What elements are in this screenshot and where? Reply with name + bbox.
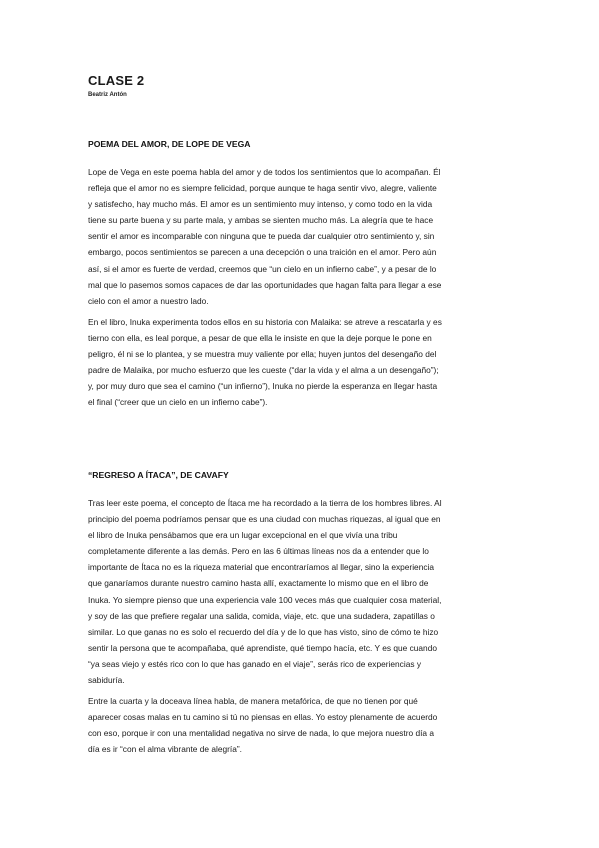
section-heading-cavafy: “REGRESO A ÍTACA”, DE CAVAFY	[88, 470, 229, 480]
text-line: completamente diferente a las demás. Pero en las 6 últimas líneas nos da a entender que lo	[88, 546, 429, 557]
document-author: Beatriz Antón	[88, 92, 127, 98]
paragraph-cavafy-2	[88, 693, 516, 757]
text-line: Tras leer este poema, el concepto de Ítaca me ha recordado a la tierra de los hombres libres. Al	[88, 498, 442, 508]
text-line: tierno con ella, es leal porque, a pesar de que ella le insiste en que la deje porque le pone en	[88, 333, 432, 344]
text-line: “ya seas viejo y estés rico con lo que has ganado en el viaje”, serás rico de experiencias y	[88, 658, 422, 669]
text-line: y soy de las que prefiere regalar una salida, comida, viaje, etc. que una sudadera, zapatillas o	[88, 610, 435, 621]
text-line: tiene su parte buena y su parte mala, y ambas se sienten mucho más. La alegría que te hace	[88, 215, 434, 226]
text-line: principio del poema podríamos pensar que es una ciudad con muchas riquezas, al igual que en	[88, 514, 441, 525]
text-line: similar. Lo que ganas no es solo el recuerdo del día y de lo que has visto, sino de cómo te hizo	[88, 626, 439, 637]
text-line: Inuka. Yo siempre pienso que una experiencia vale 100 veces más que cualquier cosa material,	[88, 594, 442, 605]
section-heading-lope: POEMA DEL AMOR, DE LOPE DE VEGA	[88, 139, 251, 149]
text-line: sentir el amor es incomparable con ninguna que te pueda dar cualquier otro sentimiento y, sin	[88, 231, 435, 242]
text-line: y, por muy duro que sea el camino (“un infierno”), Inuka no pierde la esperanza en llegar hasta	[88, 381, 438, 392]
text-line: así, si el amor es fuerte de verdad, creemos que “un cielo en un infierno cabe”, y a pesar de lo	[88, 263, 437, 274]
text-line: con eso, porque ir con una mentalidad negativa no sirve de nada, lo que mejora nuestro día a	[88, 728, 435, 739]
text-line: importante de Ítaca no es la riqueza material que encontraríamos al llegar, sino la experiencia	[88, 562, 434, 573]
text-line: el final (“creer que un cielo en un infierno cabe”).	[88, 397, 268, 408]
text-line: y satisfecho, hay mucho más. El amor es un sentimiento muy intenso, y como todo en la vida	[88, 199, 433, 210]
text-line: peligro, él ni se lo plantea, y se muestra muy valiente por ella; huyen juntos del desengaño del	[88, 349, 437, 360]
text-line: mal que lo pasemos somos capaces de dar las oportunidades que hagan falta para llegar a ese	[88, 279, 442, 290]
text-line: Entre la cuarta y la doceava línea habla, de manera metafórica, de que no tienen por qué	[88, 696, 418, 706]
text-line: refleja que el amor no es siempre felicidad, porque aunque te haga sentir vivo, alegre, valiente	[88, 183, 437, 194]
text-line: En el libro, Inuka experimenta todos ellos en su historia con Malaika: se atreve a rescatarla y es	[88, 317, 442, 327]
text-line: sentir la persona que te acompañaba, qué aprendiste, qué tiempo hacía, etc. Y es que cuando	[88, 642, 437, 653]
text-line: día es ir “con el alma vibrante de alegría”.	[88, 744, 242, 755]
text-line: sabiduría.	[88, 675, 125, 686]
text-line: padre de Malaika, por mucho esfuerzo que les cueste (“dar la vida y el alma a un desengaño”);	[88, 365, 439, 376]
text-line: el libro de Inuka pensábamos que era un lugar excepcional en el que vivía una tribu	[88, 530, 398, 541]
text-line: que ganaríamos durante nuestro camino hasta allí, exactamente lo mismo que en el libro de	[88, 578, 429, 589]
document-title: CLASE 2	[88, 73, 145, 88]
text-line: Lope de Vega en este poema habla del amor y de todos los sentimientos que lo acompañan. Él	[88, 167, 441, 177]
paragraph-cavafy-1	[88, 495, 516, 688]
text-line: cielo con el amor a nuestro lado.	[88, 295, 209, 306]
paragraph-lope-1	[88, 164, 516, 309]
text-line: embargo, pocos sentimientos se parecen a una decepción o una traición en el amor. Pero aún	[88, 247, 437, 258]
paragraph-lope-2	[88, 314, 516, 411]
text-line: aparecer cosas malas en tu camino si tú no piensas en ellas. Yo estoy plenamente de acuerdo	[88, 712, 438, 723]
